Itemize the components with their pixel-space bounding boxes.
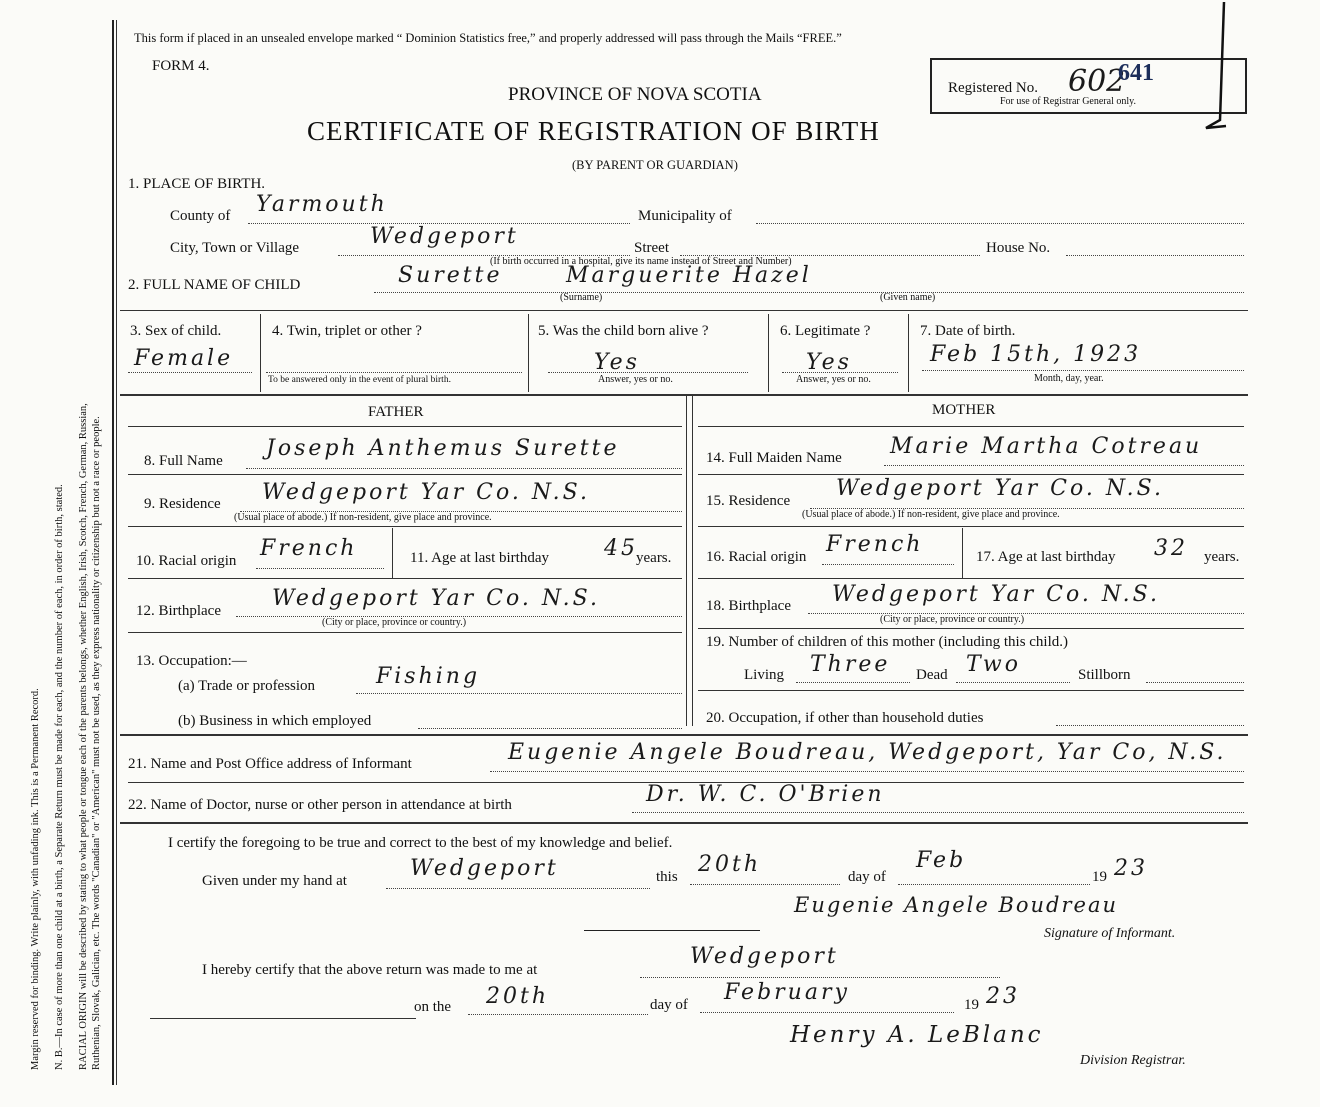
month-value: Feb (916, 848, 967, 873)
margin-note-racial-origin-cont: Ruthenian, Slovak, Galician, etc. The words "Canadian" or "American" must not be used, as they express nationality or citizenship but not a race or people. (91, 416, 102, 1070)
on-the-label: on the (414, 999, 452, 1015)
house-label: House No. (986, 240, 1051, 256)
dob-line (922, 370, 1244, 371)
margin-note-plural-births: N. B.—In case of more than one child at a birth, a Separate Return must be made for each, and the number of each, in order of birth, stated. (54, 484, 65, 1070)
given-label: Given under my hand at (202, 873, 347, 889)
month-line (898, 884, 1090, 885)
divider (120, 734, 1248, 736)
legitimate-label: 6. Legitimate ? (780, 323, 871, 339)
col-divider (528, 314, 529, 392)
father-heading: FATHER (368, 404, 424, 420)
mother-residence-value: Wedgeport Yar Co. N.S. (836, 476, 1164, 501)
child-given-name-value: Marguerite Hazel (566, 263, 812, 288)
mother-race-line (822, 564, 954, 565)
father-residence-label: 9. Residence (144, 496, 221, 512)
dob-label: 7. Date of birth. (920, 323, 1016, 339)
certificate-title: CERTIFICATE OF REGISTRATION OF BIRTH (307, 116, 880, 146)
occupation-label: 13. Occupation:— (136, 653, 247, 669)
father-age-label: 11. Age at last birthday (410, 550, 549, 566)
dead-value: Two (966, 652, 1021, 677)
month2-value: February (724, 980, 850, 1005)
mother-race-value: French (826, 532, 924, 557)
registrar-place-value: Wedgeport (690, 944, 839, 969)
doctor-label: 22. Name of Doctor, nurse or other person in attendance at birth (128, 797, 512, 813)
year-value: 23 (1114, 856, 1148, 881)
mother-name-line (884, 465, 1244, 466)
living-line (796, 682, 910, 683)
mother-birthplace-value: Wedgeport Yar Co. N.S. (832, 582, 1160, 607)
this-label: this (656, 869, 678, 885)
stillborn-label: Stillborn (1078, 667, 1131, 683)
informant-line (490, 771, 1244, 772)
year2-value: 23 (986, 984, 1020, 1009)
trade-label: (a) Trade or profession (178, 678, 316, 694)
mother-race-label: 16. Racial origin (706, 549, 807, 565)
form-number: FORM 4. (152, 58, 210, 74)
father-name-value: Joseph Anthemus Surette (266, 436, 620, 461)
parents-divider (686, 396, 687, 726)
heading-rule (128, 426, 682, 427)
stillborn-line (1146, 682, 1244, 683)
divider (120, 394, 1248, 396)
mother-name-value: Marie Martha Cotreau (890, 434, 1203, 459)
year2-prefix: 19 (964, 997, 979, 1013)
child-surname-value: Surette (398, 263, 503, 288)
child-name-line (374, 292, 1244, 293)
heading-rule (698, 426, 1244, 427)
business-line (418, 728, 682, 729)
col-divider (768, 314, 769, 392)
twin-note: To be answered only in the event of plural birth. (268, 375, 451, 385)
mother-birthplace-note: (City or place, province or country.) (880, 614, 1025, 625)
father-age-unit: years. (636, 550, 672, 566)
mother-name-label: 14. Full Maiden Name (706, 450, 842, 466)
registered-label: Registered No. (948, 80, 1038, 96)
registrar-place-line (640, 977, 1000, 978)
row-rule (698, 474, 1244, 475)
divider (120, 822, 1248, 824)
alive-value: Yes (594, 350, 640, 375)
mail-notice: This form if placed in an unsealed envelope marked “ Dominion Statistics free,” and properly addressed will pass through the Mails “FREE.” (134, 31, 842, 45)
year-prefix: 19 (1092, 869, 1107, 885)
city-label: City, Town or Village (170, 240, 300, 256)
place-of-birth-heading: 1. PLACE OF BIRTH. (128, 176, 266, 192)
father-age-value: 45 (604, 536, 638, 561)
this-line (690, 884, 840, 885)
mother-heading: MOTHER (932, 402, 996, 418)
left-rule (150, 1018, 416, 1019)
given-place-value: Wedgeport (410, 856, 559, 881)
registered-stamp: 641 (1118, 60, 1154, 86)
on-the-line (468, 1014, 648, 1015)
living-value: Three (810, 652, 891, 677)
county-value: Yarmouth (256, 192, 388, 217)
given-name-note: (Given name) (880, 292, 936, 303)
on-the-value: 20th (486, 984, 550, 1009)
mother-birthplace-line (808, 613, 1244, 614)
children-label: 19. Number of children of this mother (including this child.) (706, 634, 1069, 650)
informant-signature: Eugenie Angele Boudreau (794, 893, 1119, 917)
father-residence-note: (Usual place of abode.) If non-resident, give place and province. (234, 512, 492, 523)
margin-rule (112, 20, 114, 1085)
dead-line (956, 682, 1070, 683)
municipality-label: Municipality of (638, 208, 732, 224)
province-title: PROVINCE OF NOVA SCOTIA (508, 84, 762, 105)
registrar-check-mark (1196, 0, 1236, 140)
row-rule (128, 526, 682, 527)
registrar-note: For use of Registrar General only. (1000, 96, 1136, 107)
sex-value: Female (134, 346, 234, 371)
margin-note-binding: Margin reserved for binding. Write plainly, with unfading ink. This is a Permanent Record. (30, 688, 41, 1070)
registered-handwritten: 602 (1068, 64, 1126, 99)
mother-occupation-line (1056, 725, 1244, 726)
city-value: Wedgeport (370, 224, 519, 249)
mother-age-value: 32 (1154, 536, 1188, 561)
mother-residence-label: 15. Residence (706, 493, 791, 509)
certify-statement: I certify the foregoing to be true and correct to the best of my knowledge and belief. (168, 835, 673, 851)
registrar-statement: I hereby certify that the above return was made to me at (202, 962, 538, 978)
surname-note: (Surname) (560, 292, 603, 303)
row-rule (698, 578, 1244, 579)
hospital-note: (If birth occurred in a hospital, give its name instead of Street and Number) (490, 256, 792, 267)
mother-residence-note: (Usual place of abode.) If non-resident, give place and province. (802, 509, 1060, 520)
row-rule (698, 526, 1244, 527)
father-race-line (256, 568, 384, 569)
twin-label: 4. Twin, triplet or other ? (272, 323, 422, 339)
father-birthplace-label: 12. Birthplace (136, 603, 221, 619)
house-line (1066, 255, 1244, 256)
legitimate-value: Yes (806, 350, 852, 375)
business-label: (b) Business in which employed (178, 713, 372, 729)
father-name-line (246, 468, 682, 469)
day-of2-label: day of (650, 997, 688, 1013)
street-label: Street (634, 240, 669, 256)
legitimate-note: Answer, yes or no. (796, 374, 871, 385)
certificate-subtitle: (BY PARENT OR GUARDIAN) (572, 158, 738, 172)
dob-value: Feb 15th, 1923 (930, 342, 1142, 367)
binding-margin (0, 0, 112, 1107)
informant-label: 21. Name and Post Office address of Informant (128, 756, 412, 772)
division-registrar-label: Division Registrar. (1080, 1053, 1186, 1068)
cell-divider (962, 528, 963, 578)
parents-divider-inner (692, 396, 693, 726)
day-of-label: day of (848, 869, 886, 885)
sex-label: 3. Sex of child. (130, 323, 222, 339)
month2-line (700, 1012, 954, 1013)
informant-value: Eugenie Angele Boudreau, Wedgeport, Yar Co, N.S. (508, 740, 1227, 765)
father-name-label: 8. Full Name (144, 453, 223, 469)
row-rule (698, 628, 1244, 629)
twin-line (266, 372, 522, 373)
mother-birthplace-label: 18. Birthplace (706, 598, 791, 614)
signature-of-informant-label: Signature of Informant. (1044, 926, 1176, 941)
dob-note: Month, day, year. (1034, 373, 1104, 384)
alive-line (548, 372, 748, 373)
this-value: 20th (698, 852, 762, 877)
row-rule (698, 690, 1244, 691)
row-rule (128, 632, 682, 633)
child-name-label: 2. FULL NAME OF CHILD (128, 277, 301, 293)
alive-label: 5. Was the child born alive ? (538, 323, 709, 339)
divider (120, 310, 1248, 311)
mother-age-label: 17. Age at last birthday (976, 549, 1116, 565)
municipality-line (756, 223, 1244, 224)
father-birthplace-note: (City or place, province or country.) (322, 617, 467, 628)
margin-note-racial-origin: RACIAL ORIGIN will be described by stating to what people or tongue each of the parents belongs, whether English, Irish, Scotch, French, German, Russian, (78, 403, 89, 1070)
registrar-signature: Henry A. LeBlanc (790, 1022, 1044, 1048)
col-divider (260, 314, 261, 392)
trade-line (356, 693, 682, 694)
row-rule (128, 578, 682, 579)
signature-rule (584, 930, 760, 931)
row-rule (128, 474, 682, 475)
father-race-label: 10. Racial origin (136, 553, 237, 569)
cell-divider (392, 528, 393, 578)
mother-age-unit: years. (1204, 549, 1240, 565)
sex-line (128, 372, 252, 373)
living-label: Living (744, 667, 784, 683)
col-divider (908, 314, 909, 392)
given-place-line (386, 888, 650, 889)
dead-label: Dead (916, 667, 948, 683)
margin-rule-inner (116, 20, 117, 1085)
mother-occupation-label: 20. Occupation, if other than household duties (706, 710, 984, 726)
legitimate-line (782, 372, 898, 373)
doctor-line (632, 812, 1244, 813)
trade-value: Fishing (376, 664, 481, 689)
father-birthplace-value: Wedgeport Yar Co. N.S. (272, 586, 600, 611)
doctor-value: Dr. W. C. O'Brien (646, 782, 885, 807)
father-residence-value: Wedgeport Yar Co. N.S. (262, 480, 590, 505)
alive-note: Answer, yes or no. (598, 374, 673, 385)
father-race-value: French (260, 536, 358, 561)
county-label: County of (170, 208, 231, 224)
